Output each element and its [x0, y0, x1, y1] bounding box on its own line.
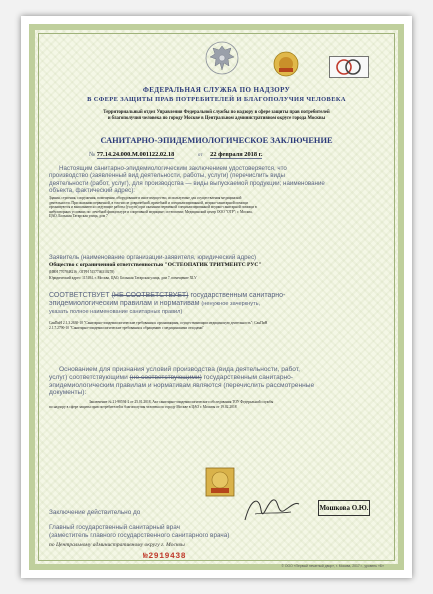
basis-line2a: услуг)	[49, 373, 68, 381]
document-number-row	[89, 151, 262, 158]
production-detail1: Здания, строения, сооружения, помещения, оборудование и иное имущество, используемые для осуществления медицинской	[49, 196, 242, 200]
basis-line2	[49, 374, 384, 382]
compliance-rules2: 2.1.7.2790-10 "Санитарно-эпидемиологические требования к обращению с медицинскими отходами"	[49, 325, 204, 330]
department-line1: Территориальный отдел Управления Федеральной службы по надзору в сфере защиты прав потребителей	[103, 110, 330, 115]
production-detail4: амбулаторных условиях по: лечебной физкультуре и спортивной медицине; остеопатии; Медицинский центр ООО "ОТР"; г. Москва,	[49, 209, 253, 214]
hologram-seal-icon	[273, 51, 299, 77]
chief-block	[49, 524, 229, 539]
document-date: 22 февраля 2018 г.	[210, 151, 263, 158]
production-detail2: деятельности. При оказании первичной, в том числе доврачебной, врачебной и специализированной, медико-санитарной помощи	[49, 200, 248, 205]
production-detail5: ЦАО, Большая Татарская улица, дом 7	[49, 214, 108, 219]
department-block	[49, 110, 384, 122]
applicant-label: Заявитель (наименование организации-заявителя, юридический адрес)	[49, 254, 257, 261]
document-number: 77.14.24.000.М.001122.02.18	[96, 151, 175, 158]
certificate-sheet	[21, 16, 412, 578]
handwritten-signature	[241, 492, 301, 528]
production-detail3: организуются и выполняются следующие работы (услуги) при оказании первичной специализированной медико-санитарной помощи в	[49, 205, 257, 210]
district-line: по Центральному административному округу г. Москвы	[49, 542, 185, 548]
compliance-line1-rest: государственным санитарно-	[190, 292, 286, 299]
applicant-name: Общество с ограниченной ответственностью "ОСТЕОПАТИК ТРИТМЕНТС РУС"	[49, 262, 262, 268]
compliance-block	[49, 292, 384, 317]
compliance-line1	[49, 292, 384, 300]
agency-title-line2: В СФЕРЕ ЗАЩИТЫ ПРАВ ПОТРЕБИТЕЛЕЙ И БЛАГОПОЛУЧИЯ ЧЕЛОВЕКА	[87, 96, 346, 103]
production-line4: объекта, фактический адрес):	[49, 186, 136, 194]
certificate-frame	[29, 24, 404, 570]
production-line3: деятельности (работ, услуг), для производства — виды выпускаемой продукции; наименование	[49, 179, 325, 187]
basis-line1: Основанием для признания условий производства (вида деятельности, работ,	[59, 366, 300, 373]
compliance-line2	[49, 300, 384, 308]
section-production	[49, 165, 384, 194]
department-line2: и благополучия человека по городу Москве в Центральном административном округе города Москвы	[107, 116, 326, 121]
state-emblem-icon	[205, 40, 239, 76]
hologram-seal-mid-icon	[205, 467, 235, 497]
basis-details	[49, 400, 384, 409]
production-line1: Настоящим санитарно-эпидемиологическим заключением удостоверяется, что	[59, 165, 287, 172]
agency-title-line1: ФЕДЕРАЛЬНАЯ СЛУЖБА ПО НАДЗОРУ	[142, 86, 291, 94]
production-details	[49, 196, 384, 219]
applicant-address: Юридический адрес: 115184, г. Москва, ЦАО, Большая Татарская улица, дом 7, помещение XLV	[49, 276, 197, 280]
basis-line2b: соответствующими	[69, 373, 128, 381]
valid-until-label: Заключение действительно до	[49, 509, 141, 516]
compliance-line3: указать полное наименование санитарных правил)	[49, 309, 183, 316]
printer-imprint: © ООО «Первый печатный двор», г. Москва, 2017 г., уровень «Б»	[281, 564, 384, 568]
chief-line1: Главный государственный санитарный врач	[49, 524, 180, 531]
basis-block	[49, 366, 384, 397]
printer-logo-icon	[329, 56, 369, 78]
compliance-word-not-complies: (НЕ СООТВЕТСТВУЕТ)	[111, 292, 189, 299]
compliance-line2-note: (ненужное зачеркнуть,	[201, 301, 261, 308]
compliance-line2-text: эпидемиологическим правилам и нормативам	[49, 300, 200, 308]
basis-line2c: (не соответствующими)	[129, 373, 202, 381]
applicant-ids: (ИНН 7707848216 , ОГРН 5157746310278)	[49, 270, 115, 274]
compliance-rules	[49, 321, 384, 330]
basis-line2d: государственным санитарно-	[203, 373, 293, 381]
compliance-word-complies: СООТВЕТСТВУЕТ	[49, 292, 110, 299]
number-label: №	[89, 151, 96, 158]
compliance-rules1: СанПиН 2.1.3.2630-10 "Санитарно-эпидемиологические требования к организациям, осуществляющим медицинскую деятельность"; СанПиН	[49, 321, 268, 325]
basis-line3: эпидемиологическим правилам и нормативам являются (перечислить рассмотренные	[49, 381, 315, 389]
production-line2: производство (заявленный вид деятельности, работы, услуги) (перечислить виды	[49, 172, 286, 180]
signatory-name: Мошкова О.Ю.	[318, 500, 370, 516]
basis-line4: документы):	[49, 389, 87, 397]
from-label: от	[197, 153, 203, 158]
serial-number: №2919438	[143, 552, 187, 561]
chief-line2: (заместитель главного государственного санитарного врача)	[49, 531, 230, 539]
document-title: САНИТАРНО-ЭПИДЕМИОЛОГИЧЕСКОЕ ЗАКЛЮЧЕНИЕ	[100, 136, 333, 145]
basis-detail2: по надзору в сфере защиты прав потребителей и благополучия человека по городу Москве в ЦАО г. Москвы от 19.02.2018	[49, 404, 237, 409]
basis-detail1: Заключение № 21-90594-2 от 25.01.2018, Акт санитарно-эпидемиологического обследования ТОУ Федеральной службы	[89, 400, 274, 404]
